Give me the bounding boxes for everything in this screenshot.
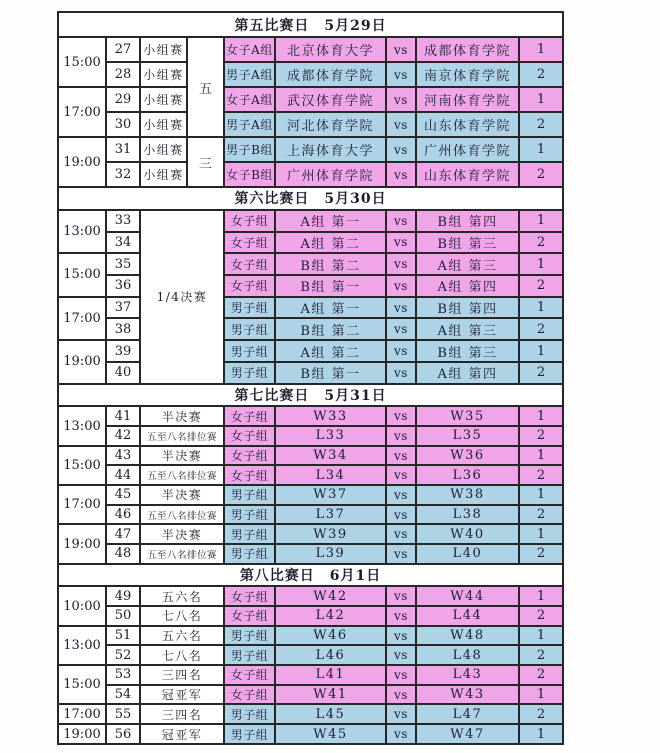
- team-away-cell: 山东体育学院: [416, 162, 519, 187]
- table-row: [58, 406, 563, 426]
- stage-cell: 五至八名排位赛: [140, 465, 224, 485]
- time-cell: 19:00: [58, 137, 106, 187]
- vs-cell: vs: [386, 162, 416, 187]
- table-row: [58, 606, 563, 626]
- vs-cell: vs: [386, 112, 416, 137]
- stage-cell: 小组赛: [140, 37, 187, 62]
- court-cell: 1: [519, 446, 563, 466]
- match-number-cell: 52: [106, 645, 140, 665]
- stage-cell: 三四名: [140, 704, 224, 724]
- stage-cell: 五至八名排位赛: [140, 505, 224, 525]
- team-away-cell: 成都体育学院: [416, 37, 519, 62]
- match-number-cell: 44: [106, 465, 140, 485]
- team-home-cell: W33: [275, 406, 386, 426]
- category-cell: 男子A组: [224, 112, 275, 137]
- court-cell: 2: [519, 606, 563, 626]
- team-away-cell: W38: [416, 485, 519, 505]
- time-cell: 17:00: [58, 704, 106, 724]
- match-number-cell: 32: [106, 162, 140, 187]
- category-cell: 女子组: [224, 685, 275, 705]
- table-row: [58, 37, 563, 62]
- team-away-cell: L38: [416, 505, 519, 525]
- team-away-cell: W47: [416, 724, 519, 744]
- team-away-cell: B组 第三: [416, 232, 519, 254]
- category-cell: 女子组: [224, 665, 275, 685]
- time-cell: 17:00: [58, 87, 106, 137]
- stage-cell: 1/4决赛: [140, 210, 224, 384]
- team-away-cell: L40: [416, 544, 519, 564]
- schedule-table-body: [58, 12, 563, 744]
- team-away-cell: L47: [416, 704, 519, 724]
- match-number-cell: 53: [106, 665, 140, 685]
- match-number-cell: 29: [106, 87, 140, 112]
- table-row: [58, 112, 563, 137]
- match-number-cell: 40: [106, 362, 140, 384]
- court-cell: 2: [519, 62, 563, 87]
- match-number-cell: 41: [106, 406, 140, 426]
- vs-cell: vs: [386, 340, 416, 362]
- team-away-cell: W35: [416, 406, 519, 426]
- team-home-cell: L33: [275, 426, 386, 446]
- category-cell: 男子组: [224, 544, 275, 564]
- team-home-cell: W37: [275, 485, 386, 505]
- court-cell: 2: [519, 426, 563, 446]
- team-away-cell: L48: [416, 645, 519, 665]
- match-number-cell: 42: [106, 426, 140, 446]
- match-number-cell: 38: [106, 318, 140, 340]
- match-number-cell: 45: [106, 485, 140, 505]
- court-cell: 2: [519, 645, 563, 665]
- table-row: [58, 340, 563, 362]
- match-number-cell: 35: [106, 253, 140, 275]
- team-home-cell: W41: [275, 685, 386, 705]
- team-away-cell: A组 第四: [416, 275, 519, 297]
- stage-cell: 三四名: [140, 665, 224, 685]
- day-header: 第五比赛日 5月29日: [58, 12, 563, 37]
- table-row: [58, 62, 563, 87]
- match-number-cell: 27: [106, 37, 140, 62]
- match-number-cell: 43: [106, 446, 140, 466]
- vs-cell: vs: [386, 253, 416, 275]
- vs-cell: vs: [386, 485, 416, 505]
- match-number-cell: 33: [106, 210, 140, 232]
- court-cell: 1: [519, 485, 563, 505]
- match-number-cell: 51: [106, 626, 140, 646]
- match-number-cell: 31: [106, 137, 140, 162]
- time-cell: 19:00: [58, 524, 106, 563]
- table-row: [58, 446, 563, 466]
- category-cell: 女子A组: [224, 37, 275, 62]
- stage-cell: 五六名: [140, 626, 224, 646]
- court-cell: 1: [519, 137, 563, 162]
- team-away-cell: L35: [416, 426, 519, 446]
- team-away-cell: W44: [416, 586, 519, 606]
- court-cell: 2: [519, 665, 563, 685]
- vs-cell: vs: [386, 210, 416, 232]
- category-cell: 男子组: [224, 626, 275, 646]
- vs-cell: vs: [386, 275, 416, 297]
- vs-cell: vs: [386, 704, 416, 724]
- time-cell: 17:00: [58, 297, 106, 340]
- vs-cell: vs: [386, 665, 416, 685]
- category-cell: 女子组: [224, 253, 275, 275]
- vs-cell: vs: [386, 606, 416, 626]
- vs-cell: vs: [386, 626, 416, 646]
- category-cell: 女子组: [224, 426, 275, 446]
- court-cell: 2: [519, 465, 563, 485]
- team-home-cell: 河北体育学院: [275, 112, 386, 137]
- team-home-cell: 武汉体育学院: [275, 87, 386, 112]
- category-cell: 男子组: [224, 318, 275, 340]
- table-row: [58, 645, 563, 665]
- team-home-cell: L41: [275, 665, 386, 685]
- time-cell: 13:00: [58, 210, 106, 253]
- team-away-cell: L36: [416, 465, 519, 485]
- court-cell: 1: [519, 626, 563, 646]
- time-cell: 15:00: [58, 253, 106, 296]
- court-cell: 1: [519, 724, 563, 744]
- stage-cell: 五六名: [140, 586, 224, 606]
- category-cell: 女子组: [224, 465, 275, 485]
- table-row: [58, 586, 563, 606]
- team-away-cell: B组 第三: [416, 340, 519, 362]
- stage-cell: 小组赛: [140, 112, 187, 137]
- category-cell: 男子组: [224, 505, 275, 525]
- table-row: [58, 485, 563, 505]
- team-home-cell: B组 第二: [275, 318, 386, 340]
- stage-cell: 小组赛: [140, 62, 187, 87]
- category-cell: 男子组: [224, 524, 275, 544]
- team-home-cell: W39: [275, 524, 386, 544]
- court-cell: 2: [519, 162, 563, 187]
- match-number-cell: 39: [106, 340, 140, 362]
- team-away-cell: W36: [416, 446, 519, 466]
- table-row: [58, 162, 563, 187]
- stage-cell: 半决赛: [140, 485, 224, 505]
- court-cell: 1: [519, 685, 563, 705]
- stage-cell: 五至八名排位赛: [140, 544, 224, 564]
- table-row: [58, 318, 563, 340]
- match-number-cell: 55: [106, 704, 140, 724]
- team-away-cell: W40: [416, 524, 519, 544]
- table-row: [58, 232, 563, 254]
- team-home-cell: L37: [275, 505, 386, 525]
- day-header: 第七比赛日 5月31日: [58, 384, 563, 407]
- court-cell: 2: [519, 232, 563, 254]
- court-cell: 2: [519, 112, 563, 137]
- court-cell: 1: [519, 524, 563, 544]
- team-home-cell: W42: [275, 586, 386, 606]
- table-row: [58, 505, 563, 525]
- court-cell: 1: [519, 406, 563, 426]
- team-home-cell: L42: [275, 606, 386, 626]
- vs-cell: vs: [386, 137, 416, 162]
- table-row: [58, 724, 563, 744]
- vs-cell: vs: [386, 318, 416, 340]
- vs-cell: vs: [386, 505, 416, 525]
- team-away-cell: 南京体育学院: [416, 62, 519, 87]
- team-away-cell: W48: [416, 626, 519, 646]
- team-away-cell: 山东体育学院: [416, 112, 519, 137]
- stage-cell: 七八名: [140, 606, 224, 626]
- table-row: [58, 253, 563, 275]
- team-home-cell: B组 第二: [275, 253, 386, 275]
- time-cell: 13:00: [58, 626, 106, 665]
- team-away-cell: 河南体育学院: [416, 87, 519, 112]
- match-number-cell: 37: [106, 297, 140, 319]
- team-home-cell: L34: [275, 465, 386, 485]
- court-cell: 1: [519, 586, 563, 606]
- schedule-table: [57, 11, 564, 745]
- time-cell: 15:00: [58, 665, 106, 704]
- vs-cell: vs: [386, 544, 416, 564]
- team-away-cell: B组 第四: [416, 210, 519, 232]
- team-home-cell: W46: [275, 626, 386, 646]
- match-number-cell: 54: [106, 685, 140, 705]
- team-away-cell: L43: [416, 665, 519, 685]
- team-home-cell: A组 第二: [275, 232, 386, 254]
- vs-cell: vs: [386, 406, 416, 426]
- venue-cell: 三: [187, 137, 224, 187]
- category-cell: 男子组: [224, 340, 275, 362]
- match-number-cell: 49: [106, 586, 140, 606]
- table-row: [58, 426, 563, 446]
- vs-cell: vs: [386, 524, 416, 544]
- match-number-cell: 30: [106, 112, 140, 137]
- team-home-cell: L45: [275, 704, 386, 724]
- table-row: [58, 524, 563, 544]
- team-away-cell: W43: [416, 685, 519, 705]
- stage-cell: 半决赛: [140, 446, 224, 466]
- team-away-cell: A组 第三: [416, 318, 519, 340]
- match-number-cell: 34: [106, 232, 140, 254]
- stage-cell: 冠亚军: [140, 724, 224, 744]
- day-header: 第八比赛日 6月1日: [58, 564, 563, 587]
- team-away-cell: A组 第四: [416, 362, 519, 384]
- category-cell: 女子组: [224, 232, 275, 254]
- court-cell: 1: [519, 37, 563, 62]
- stage-cell: 小组赛: [140, 87, 187, 112]
- category-cell: 男子A组: [224, 62, 275, 87]
- vs-cell: vs: [386, 465, 416, 485]
- category-cell: 女子组: [224, 606, 275, 626]
- team-home-cell: W34: [275, 446, 386, 466]
- time-cell: 13:00: [58, 406, 106, 445]
- court-cell: 2: [519, 544, 563, 564]
- team-away-cell: A组 第三: [416, 253, 519, 275]
- vs-cell: vs: [386, 362, 416, 384]
- team-home-cell: 北京体育大学: [275, 37, 386, 62]
- table-row: [58, 87, 563, 112]
- stage-cell: 五至八名排位赛: [140, 426, 224, 446]
- category-cell: 男子组: [224, 362, 275, 384]
- table-row: [58, 137, 563, 162]
- table-row: [58, 626, 563, 646]
- vs-cell: vs: [386, 586, 416, 606]
- day-header: 第六比赛日 5月30日: [58, 187, 563, 210]
- category-cell: 女子A组: [224, 87, 275, 112]
- team-away-cell: 广州体育学院: [416, 137, 519, 162]
- vs-cell: vs: [386, 297, 416, 319]
- category-cell: 女子组: [224, 275, 275, 297]
- team-away-cell: B组 第四: [416, 297, 519, 319]
- table-row: [58, 685, 563, 705]
- team-home-cell: A组 第一: [275, 297, 386, 319]
- team-home-cell: L46: [275, 645, 386, 665]
- table-row: [58, 465, 563, 485]
- stage-cell: 冠亚军: [140, 685, 224, 705]
- vs-cell: vs: [386, 685, 416, 705]
- time-cell: 19:00: [58, 340, 106, 383]
- vs-cell: vs: [386, 645, 416, 665]
- vs-cell: vs: [386, 232, 416, 254]
- category-cell: 女子组: [224, 446, 275, 466]
- team-home-cell: A组 第一: [275, 210, 386, 232]
- category-cell: 男子B组: [224, 137, 275, 162]
- stage-cell: 半决赛: [140, 406, 224, 426]
- stage-cell: 七八名: [140, 645, 224, 665]
- match-number-cell: 50: [106, 606, 140, 626]
- court-cell: 2: [519, 275, 563, 297]
- match-number-cell: 46: [106, 505, 140, 525]
- team-home-cell: 成都体育学院: [275, 62, 386, 87]
- match-number-cell: 36: [106, 275, 140, 297]
- time-cell: 10:00: [58, 586, 106, 625]
- team-home-cell: 上海体育大学: [275, 137, 386, 162]
- category-cell: 男子组: [224, 704, 275, 724]
- vs-cell: vs: [386, 62, 416, 87]
- category-cell: 男子组: [224, 297, 275, 319]
- venue-cell: 五: [187, 37, 224, 137]
- court-cell: 1: [519, 87, 563, 112]
- table-row: [58, 544, 563, 564]
- court-cell: 1: [519, 340, 563, 362]
- court-cell: 1: [519, 210, 563, 232]
- court-cell: 1: [519, 297, 563, 319]
- time-cell: 15:00: [58, 37, 106, 87]
- team-home-cell: 广州体育学院: [275, 162, 386, 187]
- court-cell: 2: [519, 704, 563, 724]
- vs-cell: vs: [386, 426, 416, 446]
- vs-cell: vs: [386, 87, 416, 112]
- match-number-cell: 48: [106, 544, 140, 564]
- category-cell: 男子组: [224, 485, 275, 505]
- team-away-cell: L44: [416, 606, 519, 626]
- match-number-cell: 56: [106, 724, 140, 744]
- team-home-cell: B组 第一: [275, 362, 386, 384]
- time-cell: 17:00: [58, 485, 106, 524]
- table-row: [58, 210, 563, 232]
- time-cell: 15:00: [58, 446, 106, 485]
- vs-cell: vs: [386, 446, 416, 466]
- stage-cell: 小组赛: [140, 162, 187, 187]
- court-cell: 2: [519, 318, 563, 340]
- time-cell: 19:00: [58, 724, 106, 744]
- category-cell: 女子组: [224, 406, 275, 426]
- category-cell: 男子组: [224, 724, 275, 744]
- table-row: [58, 297, 563, 319]
- stage-cell: 半决赛: [140, 524, 224, 544]
- category-cell: 女子组: [224, 210, 275, 232]
- table-row: [58, 275, 563, 297]
- category-cell: 男子组: [224, 645, 275, 665]
- team-home-cell: A组 第二: [275, 340, 386, 362]
- table-row: [58, 665, 563, 685]
- court-cell: 1: [519, 253, 563, 275]
- match-number-cell: 47: [106, 524, 140, 544]
- court-cell: 2: [519, 362, 563, 384]
- stage-cell: 小组赛: [140, 137, 187, 162]
- category-cell: 女子组: [224, 586, 275, 606]
- table-row: [58, 362, 563, 384]
- court-cell: 2: [519, 505, 563, 525]
- team-home-cell: L39: [275, 544, 386, 564]
- team-home-cell: W45: [275, 724, 386, 744]
- table-row: [58, 704, 563, 724]
- vs-cell: vs: [386, 37, 416, 62]
- team-home-cell: B组 第一: [275, 275, 386, 297]
- category-cell: 女子B组: [224, 162, 275, 187]
- vs-cell: vs: [386, 724, 416, 744]
- match-number-cell: 28: [106, 62, 140, 87]
